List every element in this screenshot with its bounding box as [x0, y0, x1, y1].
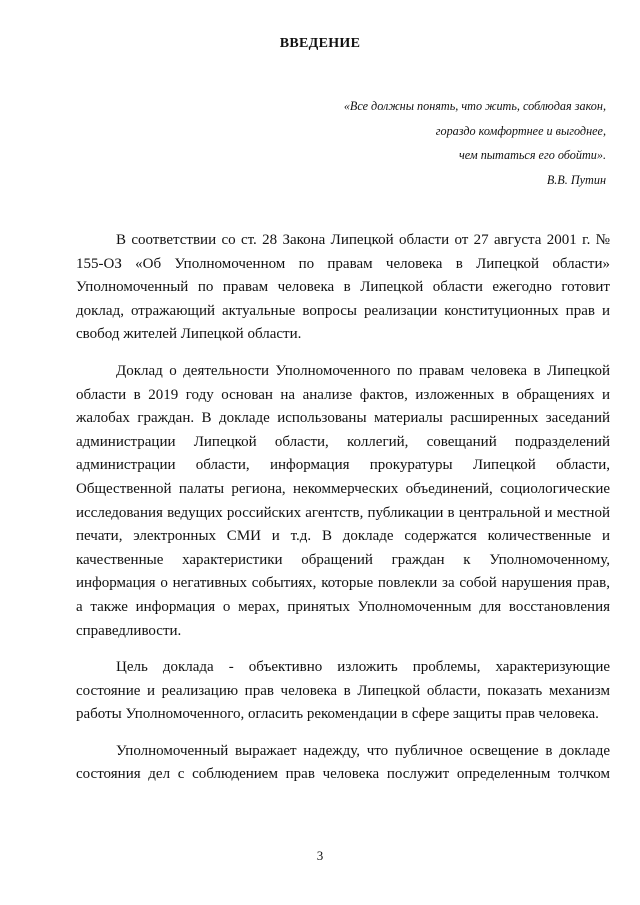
paragraph-line: Цель доклада - объективно изложить проблемы, характеризующие: [116, 659, 610, 676]
paragraph-line: администрации Липецкой области, коллегий, совещаний подразделений: [76, 433, 610, 450]
paragraph-report-sources: [76, 360, 610, 643]
paragraph-line: состояния дел с соблюдением прав человека послужит определенным толчком: [76, 766, 610, 783]
paragraph-line: жалобах граждан. В докладе использованы материалы расширенных заседаний: [76, 410, 610, 427]
paragraph-legal-basis: [76, 229, 610, 347]
paragraph-report-goal: [76, 656, 610, 727]
paragraph-line: доклад, отражающий актуальные вопросы реализации конституционных прав и: [76, 302, 610, 319]
paragraph-line: Доклад о деятельности Уполномоченного по правам человека в Липецкой: [116, 362, 610, 379]
epigraph-line: чем пытаться его обойти».: [458, 148, 606, 163]
paragraph-line: информация о негативных событиях, которые повлекли за собой нарушения прав,: [76, 575, 610, 592]
paragraph-line: исследования ведущих российских агентств, публикации в центральной и местной: [76, 504, 610, 521]
epigraph-line: гораздо комфортнее и выгоднее,: [435, 123, 606, 138]
paragraph-ombudsman-hope: [76, 740, 610, 787]
epigraph-quote: [344, 94, 606, 192]
body-text: [76, 229, 610, 800]
paragraph-line: свобод жителей Липецкой области.: [76, 326, 302, 343]
paragraph-line: печати, электронных СМИ и т.д. В докладе содержатся количественные и: [76, 528, 610, 545]
paragraph-line: а также информация о мерах, принятых Уполномоченным для восстановления: [76, 598, 610, 615]
epigraph-author: В.В. Путин: [546, 172, 606, 187]
paragraph-line: качественные характеристики обращений граждан к Уполномоченному,: [76, 551, 610, 568]
paragraph-line: 155-ОЗ «Об Уполномоченном по правам человека в Липецкой области»: [76, 255, 610, 272]
paragraph-line: состояние и реализацию прав человека в Липецкой области, показать механизм: [76, 682, 610, 699]
epigraph-line: «Все должны понять, что жить, соблюдая закон,: [343, 99, 606, 113]
paragraph-line: Уполномоченный выражает надежду, что публичное освещение в докладе: [116, 742, 610, 759]
page-number: 3: [316, 848, 324, 863]
paragraph-line: области в 2019 году основан на анализе фактов, изложенных в обращениях и: [76, 386, 610, 403]
paragraph-line: работы Уполномоченного, огласить рекомендации в сфере защиты прав человека.: [76, 706, 599, 723]
paragraph-line: справедливости.: [76, 622, 182, 639]
paragraph-line: администрации области, информация прокуратуры Липецкой области,: [76, 457, 610, 474]
paragraph-line: Общественной палаты региона, некоммерческих объединений, социологические: [76, 480, 610, 497]
paragraph-line: В соответствии со ст. 28 Закона Липецкой области от 27 августа 2001 г. №: [116, 232, 610, 248]
page-title: ВВЕДЕНИЕ: [279, 36, 361, 51]
paragraph-line: Уполномоченный по правам человека в Липецкой области ежегодно готовит: [76, 279, 610, 296]
